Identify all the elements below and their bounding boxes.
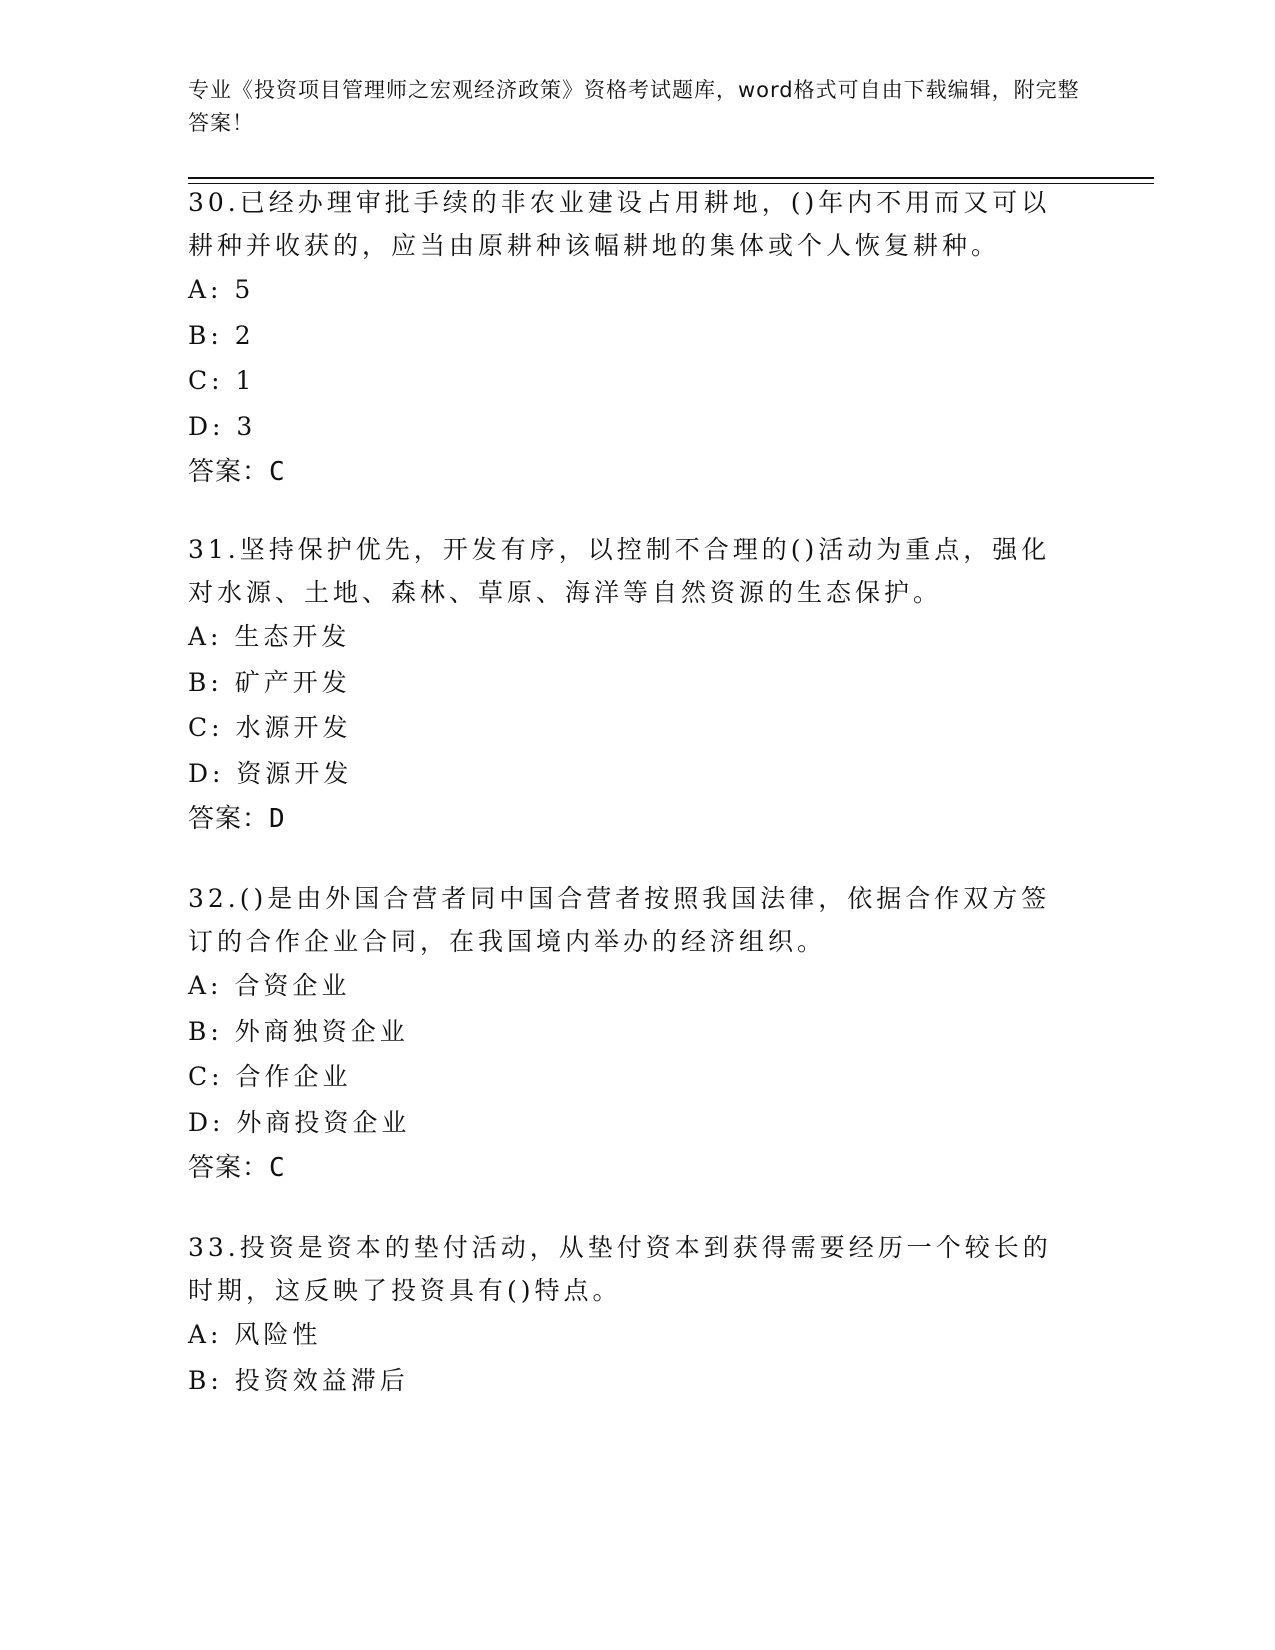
option-c: C: 合作企业	[188, 1062, 352, 1091]
question-33	[188, 1226, 1078, 1403]
question-31	[188, 528, 1078, 842]
option-b: B: 外商独资企业	[188, 1016, 409, 1046]
header-divider-thick	[188, 177, 1154, 179]
question-stem: 33.投资是资本的垫付活动，从垫付资本到获得需要经历一个较长的时期，这反映了投资具有()特点。	[188, 1233, 1052, 1305]
answer-line	[188, 449, 1078, 495]
option-a: A: 5	[188, 275, 255, 304]
option-b: B: 投资效益滞后	[188, 1365, 409, 1395]
question-stem: 30.已经办理审批手续的非农业建设占用耕地，()年内不用而又可以耕种并收获的，应当由原耕种该幅耕地的集体或个人恢复耕种。	[188, 188, 1051, 260]
question-stem: 32.()是由外国合营者同中国合营者按照我国法律，依据合作双方签订的合作企业合同，在我国境内举办的经济组织。	[188, 884, 1051, 956]
answer-value: D	[269, 804, 286, 834]
option-d: D: 3	[188, 411, 257, 441]
answer-label: 答案：	[188, 804, 270, 834]
option-a: A: 生态开发	[188, 622, 351, 651]
option-d: D: 资源开发	[188, 758, 353, 788]
answer-value: C	[269, 1153, 286, 1183]
option-a: A: 合资企业	[188, 971, 351, 1000]
answer-label: 答案：	[188, 1153, 270, 1183]
option-b: B: 矿产开发	[188, 667, 351, 697]
answer-line	[188, 1145, 1078, 1191]
option-b: B: 2	[188, 320, 255, 350]
document-intro: 专业《投资项目管理师之宏观经济政策》资格考试题库，word格式可自由下载编辑，附完整答案！	[188, 78, 1080, 135]
question-32	[188, 877, 1078, 1191]
question-30	[188, 181, 1078, 495]
option-d: D: 外商投资企业	[188, 1107, 411, 1137]
option-c: C: 1	[188, 366, 256, 395]
option-c: C: 水源开发	[188, 713, 352, 742]
question-stem: 31.坚持保护优先，开发有序，以控制不合理的()活动为重点，强化对水源、土地、森林、草原、海洋等自然资源的生态保护。	[188, 535, 1051, 607]
answer-line	[188, 796, 1078, 842]
answer-value: C	[269, 457, 286, 487]
answer-label: 答案：	[188, 457, 270, 487]
option-a: A: 风险性	[188, 1320, 322, 1349]
